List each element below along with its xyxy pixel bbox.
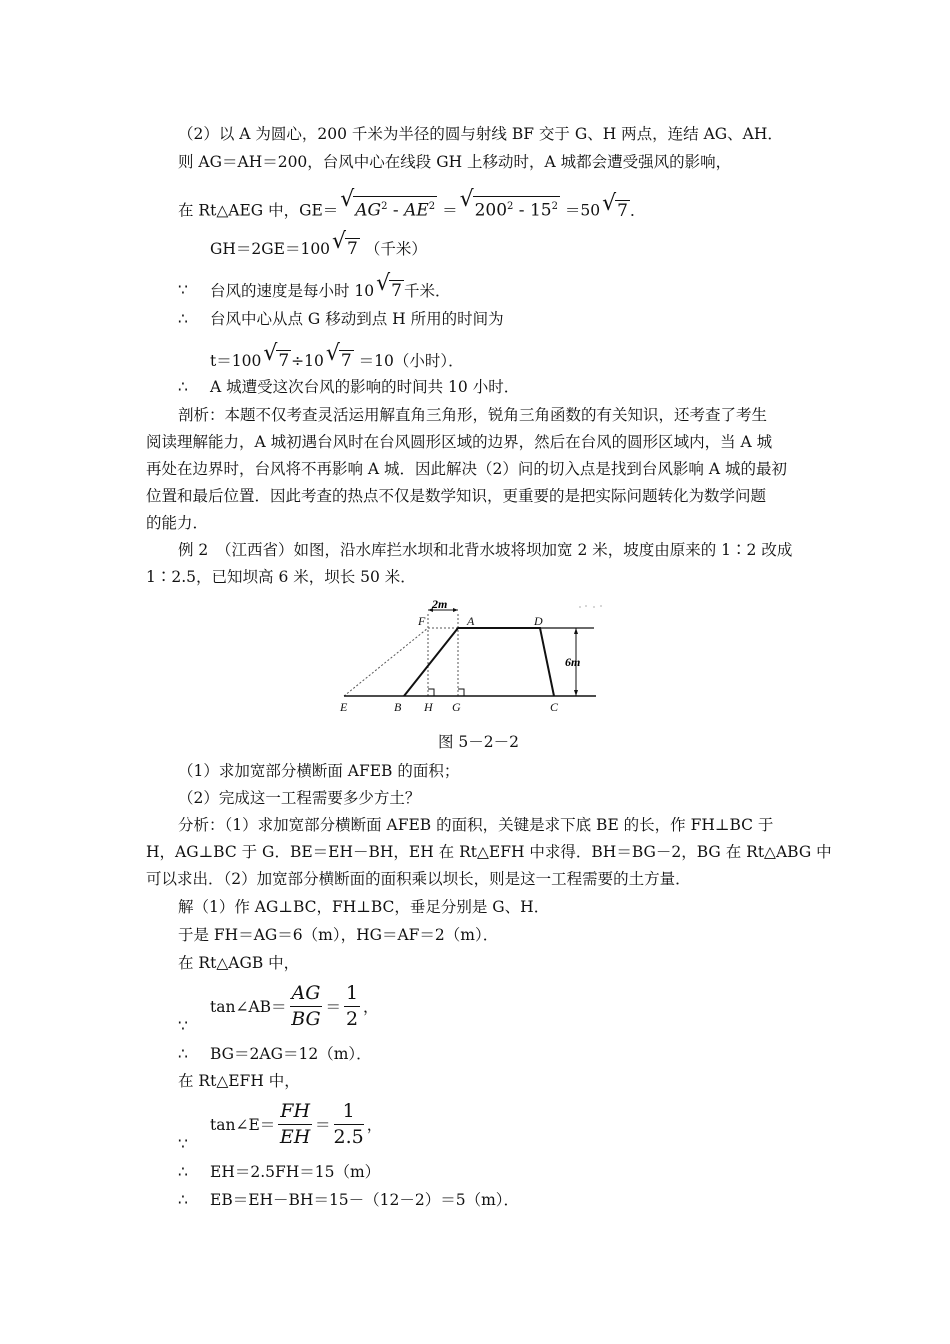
text: ＝: [325, 998, 341, 1016]
text-line: BG＝2AG＝12（m）．: [210, 1045, 372, 1063]
text: ，: [363, 998, 379, 1016]
sqrt-expression: √ $200^2 - 15^2$: [459, 187, 558, 221]
sqrt-expression: √ 7: [332, 229, 358, 259]
original-dam-outline: [404, 628, 554, 696]
text-line: 1∶2.5，已知坝高 6 米，坝长 50 米．: [146, 568, 416, 586]
text-line: 位置和最后位置．因此考查的热点不仅是数学知识，更重要的是把实际问题转化为数学问题: [146, 487, 767, 505]
text: ＝50: [564, 201, 601, 220]
fraction: [334, 1100, 364, 1148]
text: GH＝2GE＝100: [210, 240, 331, 258]
point-label-B: B: [394, 700, 402, 714]
text-line: 台风中心从点 G 移动到点 H 所用的时间为: [210, 310, 504, 328]
point-label-E: E: [340, 700, 348, 714]
text-line: 再处在边界时，台风将不再影响 A 城．因此解决（2）问的切入点是找到台风影响 A 城的最初: [146, 460, 787, 478]
text-line: 的能力．: [146, 514, 209, 532]
text-line: EB＝EH－BH＝15－（12－2）＝5（m）．: [210, 1191, 520, 1209]
therefore-symbol: ∴: [178, 378, 188, 396]
text-line: 在 Rt△AGB 中，: [178, 954, 300, 972]
math-var: AG: [355, 200, 382, 221]
radical-sign-icon: √: [602, 190, 617, 216]
text-line: A 城遭受这次台风的影响的时间共 10 小时．: [210, 378, 520, 396]
radical-sign-icon: √: [263, 341, 278, 366]
formula-line: [210, 341, 464, 371]
text-line: 可以求出．（2）加宽部分横断面的面积乘以坝长，则是这一工程需要的土方量．: [146, 870, 691, 888]
sqrt-expression: √ 7: [602, 190, 628, 221]
new-slope-line: [344, 628, 428, 696]
formula-line: [210, 229, 427, 259]
fraction: [290, 982, 323, 1030]
text: ．: [629, 201, 646, 220]
text-line: 分析：（1）求加宽部分横断面 AFEB 的面积，关键是求下底 BE 的长，作 FH⊥BC 于: [178, 816, 774, 834]
label-2m: 2m: [432, 598, 448, 611]
text-line: 则 AG＝AH＝200，台风中心在线段 GH 上移动时，A 城都会遭受强风的影响，: [178, 153, 732, 171]
point-label-H: H: [424, 700, 433, 714]
text: ＝10（小时）．: [358, 352, 464, 370]
label-6m: 6m: [565, 655, 581, 669]
text: ＝: [315, 1116, 331, 1134]
because-symbol: ∵: [178, 281, 188, 299]
because-symbol: ∵: [178, 1017, 188, 1035]
point-label-D: D: [534, 614, 543, 628]
text-line: H，AG⊥BC 于 G．BE＝EH－BH，EH 在 Rt△EFH 中求得．BH＝BG－2，BG 在 Rt△ABG 中: [146, 843, 832, 861]
fraction-denominator: 2: [345, 1008, 359, 1030]
text-line: 剖析：本题不仅考查灵活运用解直角三角形，锐角三角函数的有关知识，还考查了考生: [178, 406, 768, 424]
text: 千米．: [403, 282, 451, 300]
text-line: EH＝2.5FH＝15（m）: [210, 1163, 381, 1181]
radical-sign-icon: √: [340, 187, 355, 212]
math-var: AE: [404, 200, 429, 221]
radical-sign-icon: √: [332, 229, 347, 254]
formula-line: [210, 271, 451, 301]
therefore-symbol: ∴: [178, 310, 188, 328]
point-label-A: A: [467, 614, 475, 628]
text: ，: [366, 1116, 383, 1134]
sqrt-expression: √ $AG^2 - AE^2$: [340, 187, 436, 221]
therefore-symbol: ∴: [178, 1191, 188, 1209]
point-label-C: C: [550, 700, 559, 714]
therefore-symbol: ∴: [178, 1163, 188, 1181]
text: tan∠E＝: [210, 1116, 276, 1134]
dam-cross-section-figure: [336, 598, 616, 718]
fraction-denominator: BG: [291, 1008, 321, 1030]
text: ＝: [442, 201, 458, 220]
radical-sign-icon: √: [376, 271, 391, 296]
fraction: [344, 982, 360, 1030]
radical-sign-icon: √: [459, 187, 474, 212]
text: ÷10: [291, 352, 324, 370]
formula-line: [210, 1100, 382, 1148]
fraction: [278, 1100, 312, 1148]
fraction-denominator: 2.5: [333, 1126, 364, 1148]
fraction-numerator: FH: [278, 1100, 312, 1125]
text: t＝100: [210, 352, 262, 370]
figure-caption: 图 5－2－2: [438, 733, 520, 751]
radical-sign-icon: √: [325, 341, 340, 366]
text: 台风的速度是每小时 10: [210, 282, 375, 300]
text-line: 于是 FH＝AG＝6（m），HG＝AF＝2（m）．: [178, 926, 499, 944]
text-line: 解（1）作 AG⊥BC，FH⊥BC，垂足分别是 G、H．: [178, 898, 550, 916]
fraction-denominator: EH: [279, 1126, 311, 1148]
text: （千米）: [364, 240, 427, 258]
fraction-numerator: AG: [290, 982, 323, 1007]
formula-line: [210, 982, 379, 1030]
math-op: -: [387, 200, 405, 221]
sqrt-expression: √ 7: [376, 271, 402, 301]
math-num: 200: [474, 200, 508, 221]
formula-line: [178, 187, 646, 221]
point-label-G: G: [452, 700, 461, 714]
text-line: （2）以 A 为圆心，200 千米为半径的圆与射线 BF 交于 G、H 两点，连结 AG、AH．: [178, 125, 783, 143]
because-symbol: ∵: [178, 1135, 188, 1153]
text-line: 阅读理解能力，A 城初遇台风时在台风圆形区域的边界，然后在台风的圆形区域内，当 A 城: [146, 433, 773, 451]
therefore-symbol: ∴: [178, 1045, 188, 1063]
point-label-F: F: [418, 614, 426, 628]
math-num: - 15: [513, 200, 552, 221]
text-line: （2）完成这一工程需要多少方土？: [178, 789, 421, 807]
sqrt-expression: √ 7: [325, 341, 352, 371]
text: tan∠AB＝: [210, 998, 287, 1016]
text-line: 在 Rt△EFH 中，: [178, 1072, 300, 1090]
sqrt-expression: √ 7: [263, 341, 290, 371]
fraction-numerator: 1: [334, 1100, 364, 1125]
text-line: 例 2 （江西省）如图，沿水库拦水坝和北背水坡将坝加宽 2 米，坡度由原来的 1∶2 改成: [178, 541, 793, 559]
fraction-numerator: 1: [344, 982, 360, 1007]
text-line: （1）求加宽部分横断面 AFEB 的面积；: [178, 762, 460, 780]
text: 在 Rt△AEG 中，GE＝: [178, 201, 339, 220]
